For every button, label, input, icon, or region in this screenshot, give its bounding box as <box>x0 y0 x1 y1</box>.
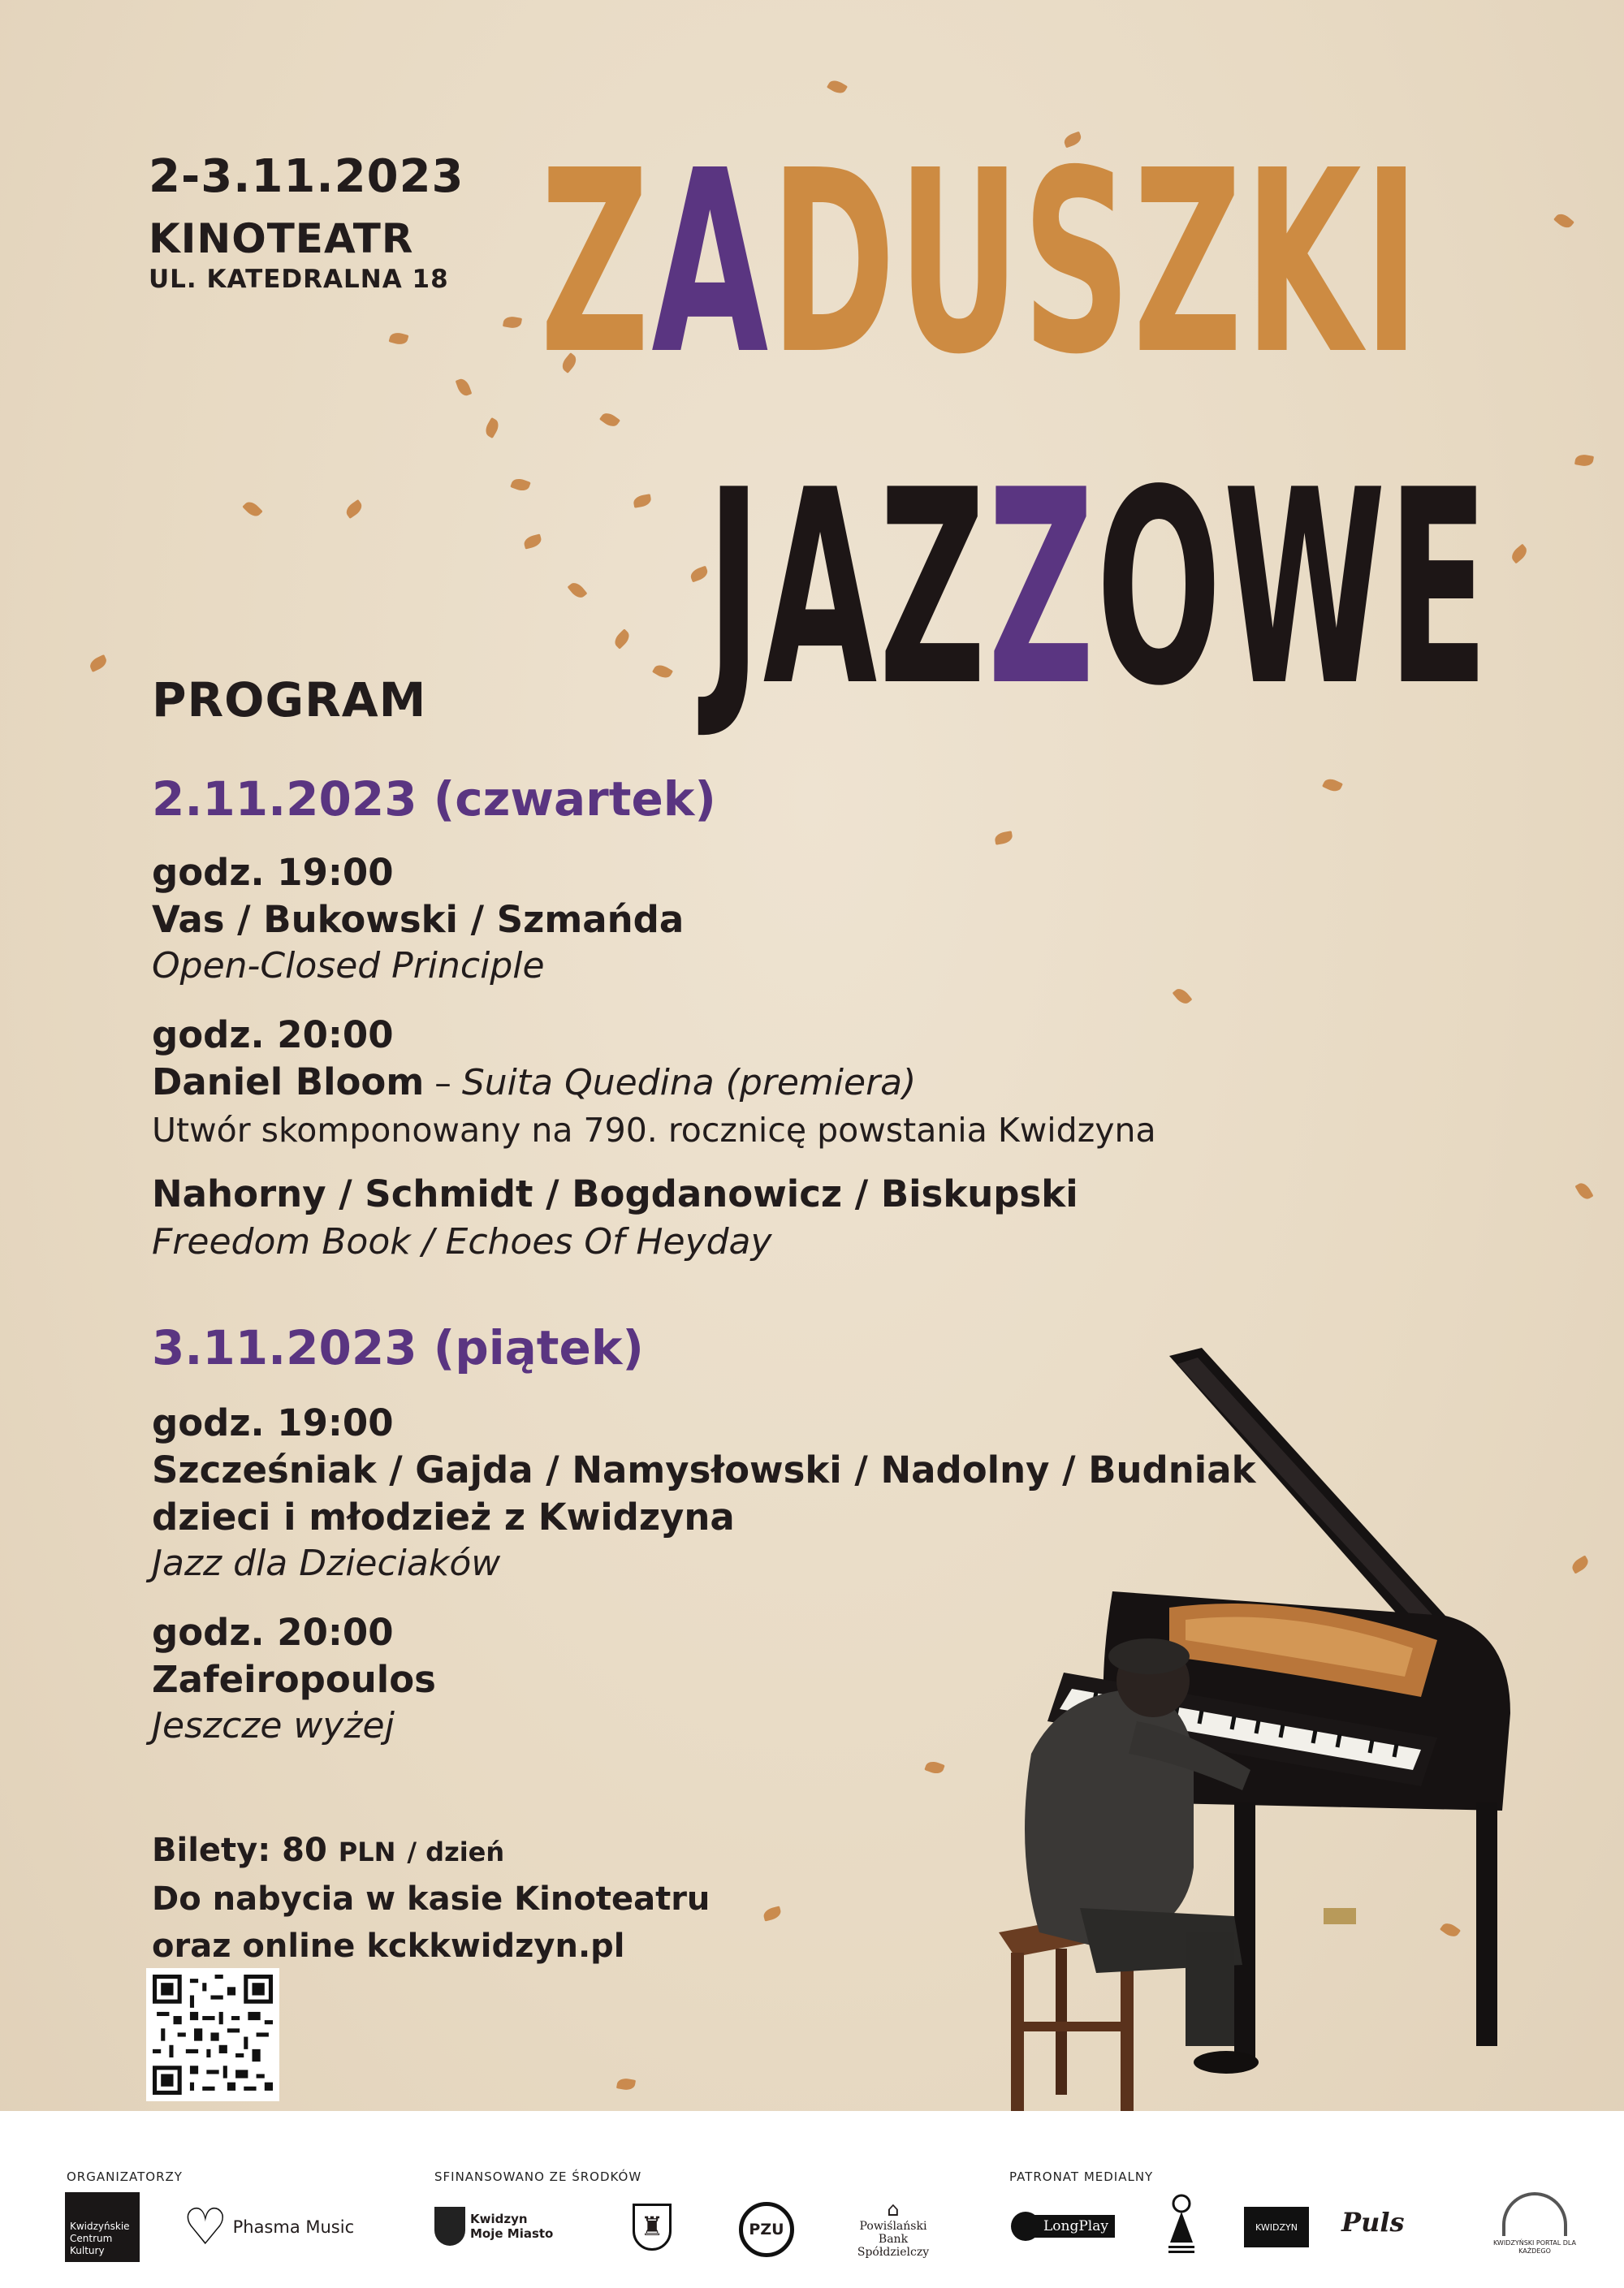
qr-code[interactable] <box>146 1968 279 2101</box>
eagle-crest-icon[interactable]: ♜ <box>629 2202 675 2252</box>
logo-puls[interactable]: Puls <box>1341 2207 1405 2238</box>
event-artists-line: Daniel Bloom – Suita Quedina (premiera) <box>152 1060 917 1103</box>
event-subtitle: Freedom Book / Echoes Of Heyday <box>152 1221 772 1263</box>
logo-pzu[interactable]: PZU <box>739 2202 794 2257</box>
day-heading: 3.11.2023 (piątek) <box>152 1320 644 1375</box>
organizers-label: ORGANIZATORZY <box>67 2169 183 2184</box>
event-time: godz. 19:00 <box>152 1401 394 1444</box>
event-time: godz. 19:00 <box>152 851 394 894</box>
heart-icon: ♡ <box>183 2197 228 2256</box>
event-artists: Zafeiropoulos <box>152 1658 436 1701</box>
festival-title-line2: JAZZOWE <box>706 433 1491 745</box>
event-date: 2-3.11.2023 <box>149 150 464 203</box>
logo-bank-powislanski[interactable]: ⌂ Powiślański Bank Spółdzielczy <box>844 2199 942 2259</box>
sponsors-footer <box>0 2111 1624 2288</box>
event-artists: Vas / Bukowski / Szmańda <box>152 898 685 941</box>
event-artists: Szcześniak / Gajda / Namysłowski / Nadolny / Budniak <box>152 1448 1256 1492</box>
logo-kwidzynski-portal[interactable]: KWIDZYŃSKI PORTAL DLA KAŻDEGO <box>1478 2192 1592 2256</box>
pianist-illustration <box>983 1348 1551 2119</box>
logo-kck[interactable]: Kwidzyńskie Centrum Kultury <box>65 2192 140 2262</box>
funded-label: SFINANSOWANO ZE ŚRODKÓW <box>434 2169 642 2184</box>
event-note: Utwór skomponowany na 790. rocznicę powstania Kwidzyna <box>152 1111 1156 1150</box>
program-heading: PROGRAM <box>152 672 427 727</box>
logo-phasma-music[interactable]: ♡ Phasma Music <box>183 2197 355 2256</box>
event-subtitle: Jeszcze wyżej <box>152 1705 395 1746</box>
event-time: godz. 20:00 <box>152 1611 394 1654</box>
logo-kwidzyn-media[interactable]: KWIDZYN <box>1244 2207 1309 2247</box>
media-label: PATRONAT MEDIALNY <box>1009 2169 1154 2184</box>
event-subtitle: Open-Closed Principle <box>152 945 545 986</box>
tickets-label: Bilety: <box>152 1832 271 1869</box>
city-crest-icon <box>434 2207 465 2246</box>
logo-kwidzyn-moje-miasto[interactable]: Kwidzyn Moje Miasto <box>434 2202 559 2251</box>
venue-address: UL. KATEDRALNA 18 <box>149 265 449 294</box>
event-artists: Daniel Bloom <box>152 1060 425 1103</box>
roof-icon: ⌂ <box>887 2198 900 2221</box>
day-heading: 2.11.2023 (czwartek) <box>152 771 716 827</box>
festival-title-line1: ZADUSZKI <box>540 117 1422 410</box>
tickets-info: Bilety: 80 PLN / dzień Do nabycia w kasie Kinoteatru oraz online kckkwidzyn.pl <box>152 1827 710 1970</box>
event-subtitle: Jazz dla Dzieciaków <box>152 1543 501 1584</box>
ticket-price: 80 <box>282 1832 327 1869</box>
event-artists-secondary: dzieci i młodzież z Kwidzyna <box>152 1496 735 1539</box>
event-time: godz. 20:00 <box>152 1013 394 1056</box>
tickets-purchase-info: Do nabycia w kasie Kinoteatru <box>152 1880 710 1918</box>
event-artists: Nahorny / Schmidt / Bogdanowicz / Biskupski <box>152 1172 1078 1215</box>
logo-longplay[interactable]: LongPlay <box>1011 2210 1115 2243</box>
portal-icon <box>1502 2192 1567 2236</box>
event-work: Suita Quedina (premiera) <box>461 1062 917 1103</box>
venue-name: KINOTEATR <box>149 215 414 262</box>
tickets-online-link[interactable]: oraz online kckkwidzyn.pl <box>152 1928 625 1965</box>
radio-station-icon[interactable] <box>1165 2194 1198 2259</box>
